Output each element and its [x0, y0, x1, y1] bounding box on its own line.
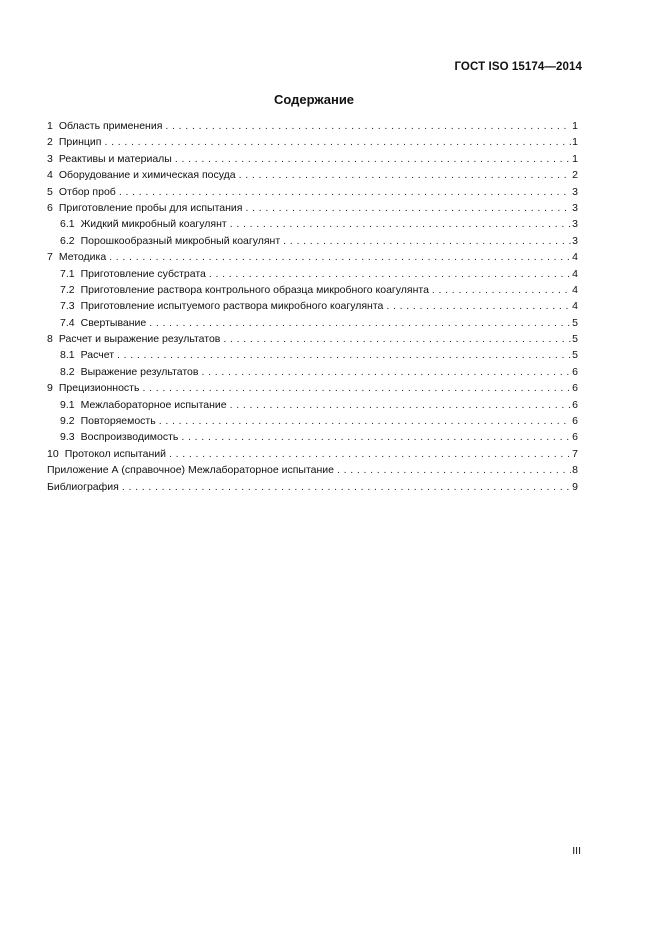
toc-entry[interactable]: [47, 249, 578, 265]
toc-entry-page: 9: [572, 480, 578, 493]
toc-dot-leader: [104, 134, 571, 150]
toc-entry-title: Жидкий микробный коагулянт: [80, 218, 227, 231]
toc-dot-leader: [283, 233, 571, 249]
toc-entry-page: 4: [572, 251, 578, 264]
toc-entry-title: Воспроизводимость: [80, 431, 179, 444]
toc-dot-leader: [230, 397, 572, 413]
toc-entry-page: 4: [572, 283, 578, 296]
toc-entry-title: Расчет: [80, 349, 115, 362]
toc-entry-page: 6: [572, 431, 578, 444]
toc-dot-leader: [230, 216, 571, 232]
toc-entry[interactable]: [47, 479, 578, 495]
toc-entry-title: Методика: [58, 251, 107, 264]
toc-dot-leader: [386, 298, 571, 314]
toc-entry-page: 7: [572, 447, 578, 460]
toc-dot-leader: [149, 315, 571, 331]
toc-entry-page: 8: [572, 464, 578, 477]
toc-entry-title: Приготовление пробы для испытания: [58, 201, 243, 214]
toc-entry-number: 7: [47, 251, 53, 264]
toc-entry-title: Прецизионность: [58, 382, 140, 395]
toc-dot-leader: [117, 347, 571, 363]
document-header-standard-number: ГОСТ ISO 15174—2014: [454, 61, 582, 73]
toc-entry-page: 5: [572, 316, 578, 329]
toc-entry[interactable]: [47, 184, 578, 200]
toc-entry-number: 8: [47, 333, 53, 346]
toc-entry[interactable]: [47, 413, 578, 429]
toc-entry[interactable]: [47, 200, 578, 216]
toc-entry-number: 3: [47, 152, 53, 165]
toc-entry-number: 8.2: [60, 365, 75, 378]
toc-entry-number: 6.2: [60, 234, 75, 247]
toc-entry-page: 6: [572, 398, 578, 411]
toc-entry[interactable]: [47, 364, 578, 380]
toc-entry[interactable]: [47, 216, 578, 232]
toc-entry[interactable]: [47, 151, 578, 167]
toc-entry-page: 6: [572, 382, 578, 395]
toc-entry[interactable]: [47, 446, 578, 462]
toc-entry-page: 5: [572, 333, 578, 346]
toc-dot-leader: [119, 184, 571, 200]
toc-entry-title: Порошкообразный микробный коагулянт: [80, 234, 281, 247]
toc-entry-title: Протокол испытаний: [64, 447, 166, 460]
toc-entry-title: Повторяемость: [80, 415, 156, 428]
toc-entry-title: Отбор проб: [58, 185, 116, 198]
toc-entry-number: 5: [47, 185, 53, 198]
toc-entry-title: Приготовление раствора контрольного образца микробного коагулянта: [80, 283, 429, 296]
toc-entry-title: Область применения: [58, 120, 163, 132]
toc-entry-title: Библиография: [47, 480, 119, 493]
toc-entry[interactable]: [47, 233, 578, 249]
toc-entry-number: 7.3: [60, 300, 75, 313]
toc-entry-title: Межлабораторное испытание: [80, 398, 227, 411]
toc-entry[interactable]: [47, 380, 578, 396]
toc-dot-leader: [142, 380, 571, 396]
toc-entry-title: Приложение А (справочное) Межлабораторное испытание: [47, 464, 334, 477]
toc-entry-page: 1: [572, 136, 578, 149]
toc-dot-leader: [239, 167, 572, 183]
toc-dot-leader: [109, 249, 571, 265]
toc-dot-leader: [223, 331, 571, 347]
toc-entry[interactable]: [47, 429, 578, 445]
toc-entry-page: 5: [572, 349, 578, 362]
toc-dot-leader: [165, 118, 571, 134]
toc-entry-title: Выражение результатов: [80, 365, 199, 378]
toc-entry-number: 7.1: [60, 267, 75, 280]
toc-entry-page: 4: [572, 300, 578, 313]
toc-entry-title: Принцип: [58, 136, 102, 149]
toc-dot-leader: [246, 200, 572, 216]
toc-entry-page: 1: [572, 120, 578, 132]
toc-entry-title: Расчет и выражение результатов: [58, 333, 221, 346]
toc-entry-number: 10: [47, 447, 59, 460]
toc-entry-number: 9: [47, 382, 53, 395]
toc-dot-leader: [201, 364, 571, 380]
toc-entry[interactable]: [47, 315, 578, 331]
toc-entry-page: 6: [572, 415, 578, 428]
toc-entry-page: 2: [572, 169, 578, 182]
toc-entry-number: 6: [47, 201, 53, 214]
toc-dot-leader: [337, 462, 571, 478]
toc-dot-leader: [432, 282, 571, 298]
toc-dot-leader: [169, 446, 571, 462]
toc-dot-leader: [122, 479, 571, 495]
toc-entry-title: Реактивы и материалы: [58, 152, 172, 165]
table-of-contents: [47, 118, 578, 495]
toc-entry-page: 4: [572, 267, 578, 280]
toc-entry[interactable]: [47, 167, 578, 183]
toc-entry-number: 9.1: [60, 398, 75, 411]
footer-page-number: III: [572, 845, 581, 857]
toc-entry-number: 6.1: [60, 218, 75, 231]
toc-entry-page: 3: [572, 234, 578, 247]
toc-entry-number: 7.4: [60, 316, 75, 329]
toc-entry-number: 7.2: [60, 283, 75, 296]
toc-entry-title: Приготовление субстрата: [80, 267, 206, 280]
toc-entry-page: 3: [572, 218, 578, 231]
toc-dot-leader: [175, 151, 571, 167]
toc-entry[interactable]: [47, 266, 578, 282]
toc-entry-page: 1: [572, 152, 578, 165]
toc-entry-title: Оборудование и химическая посуда: [58, 169, 236, 182]
toc-dot-leader: [181, 429, 571, 445]
toc-entry[interactable]: [47, 462, 578, 478]
toc-entry-number: 8.1: [60, 349, 75, 362]
toc-entry-title: Приготовление испытуемого раствора микробного коагулянта: [80, 300, 384, 313]
toc-title: Содержание: [273, 92, 355, 107]
toc-entry[interactable]: [47, 134, 578, 150]
toc-entry-title: Свертывание: [80, 316, 147, 329]
toc-dot-leader: [209, 266, 571, 282]
toc-entry-number: 1: [47, 120, 53, 132]
toc-dot-leader: [159, 413, 571, 429]
toc-entry-page: 3: [572, 201, 578, 214]
toc-entry[interactable]: [47, 118, 578, 134]
toc-entry[interactable]: [47, 331, 578, 347]
toc-entry-page: 3: [572, 185, 578, 198]
toc-entry-number: 9.3: [60, 431, 75, 444]
toc-entry[interactable]: [47, 298, 578, 314]
toc-entry-number: 2: [47, 136, 53, 149]
toc-entry[interactable]: [47, 282, 578, 298]
toc-entry-number: 9.2: [60, 415, 75, 428]
toc-entry[interactable]: [47, 397, 578, 413]
toc-entry-number: 4: [47, 169, 53, 182]
toc-entry-page: 6: [572, 365, 578, 378]
toc-entry[interactable]: [47, 347, 578, 363]
